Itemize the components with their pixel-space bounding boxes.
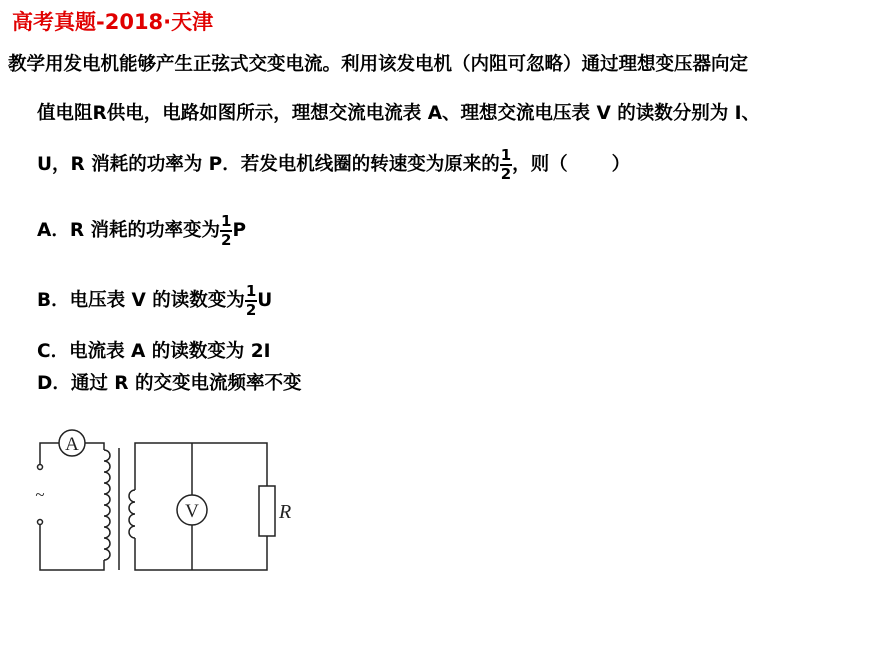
option-a-text: A．R 消耗的功率变为 [37, 220, 221, 241]
question-line-3-end: ） [611, 154, 631, 175]
option-c: C．电流表 A 的读数变为 2I [37, 341, 271, 362]
ammeter-label: A [65, 434, 79, 455]
wire-secondary-top [135, 443, 267, 490]
question-line-3-suffix: ，则（ [512, 154, 568, 175]
terminal-top [38, 465, 43, 470]
fraction-numerator: 1 [500, 146, 512, 164]
secondary-coil [129, 490, 135, 538]
wire-input-top [40, 443, 59, 464]
option-b-text: B．电压表 V 的读数变为 [37, 290, 245, 311]
resistor-label: R [279, 501, 292, 523]
option-a-suffix: P [232, 220, 247, 241]
fraction-denominator: 2 [500, 165, 512, 183]
question-line-3-text: U，R 消耗的功率为 P．若发电机线圈的转速变为原来的 [37, 154, 500, 175]
page-title: 高考真题-2018·天津 [12, 10, 214, 34]
resistor-symbol [259, 486, 275, 536]
option-d: D．通过 R 的交变电流频率不变 [37, 373, 302, 394]
question-line-1: 教学用发电机能够产生正弦式交变电流。利用该发电机（内阻可忽略）通过理想变压器向定 [8, 54, 749, 75]
fraction-denominator: 2 [245, 301, 257, 319]
wire-input-bottom [40, 525, 104, 570]
ac-source-icon: ~ [35, 485, 45, 504]
wire-secondary-bottom [135, 536, 267, 570]
terminal-bottom [38, 520, 43, 525]
fraction-denominator: 2 [221, 231, 232, 249]
primary-coil [104, 450, 110, 560]
fraction-numerator: 1 [245, 282, 257, 300]
option-b-suffix: U [257, 290, 273, 311]
voltmeter-label: V [185, 501, 199, 522]
fraction-numerator: 1 [221, 212, 232, 230]
question-line-2: 值电阻R供电，电路如图所示，理想交流电流表 A、理想交流电压表 V 的读数分别为 I、 [37, 103, 761, 124]
wire-ammeter-primary [85, 443, 104, 450]
